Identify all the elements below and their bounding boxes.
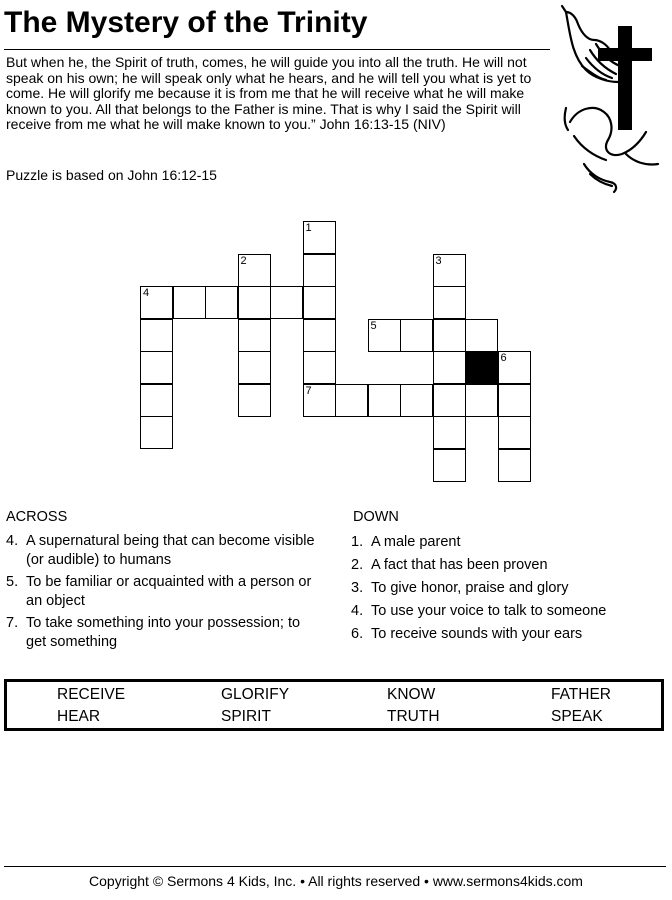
crossword-clue-number: 7 xyxy=(305,384,312,397)
crossword-clue-number: 6 xyxy=(500,352,507,364)
footer-divider xyxy=(4,866,666,867)
across-heading: ACROSS xyxy=(6,509,68,525)
crossword-cell[interactable] xyxy=(465,384,498,417)
word-bank-item: FATHER xyxy=(551,686,611,703)
word-bank xyxy=(4,679,664,731)
clue-text: A male parent xyxy=(371,534,461,550)
crossword-cell[interactable] xyxy=(433,351,466,384)
crossword-cell[interactable] xyxy=(303,286,336,319)
clue-text: A supernatural being that can become visible (or audible) to humans xyxy=(26,533,315,568)
down-clue xyxy=(351,625,661,644)
clue-text: To give honor, praise and glory xyxy=(371,580,569,596)
crossword-cell[interactable] xyxy=(140,416,173,449)
crossword-cell[interactable] xyxy=(368,384,401,417)
crossword-cell[interactable] xyxy=(433,286,466,319)
crossword-cell[interactable] xyxy=(465,319,498,352)
clue-text: A fact that has been proven xyxy=(371,557,548,573)
crossword-cell[interactable] xyxy=(498,416,531,449)
across-clue xyxy=(6,573,324,611)
crossword-cell[interactable] xyxy=(238,351,271,384)
clue-number: 4. xyxy=(6,533,19,549)
clue-text: To receive sounds with your ears xyxy=(371,626,583,642)
puzzle-source-note: Puzzle is based on John 16:12-15 xyxy=(6,167,217,183)
crossword-cell[interactable] xyxy=(498,384,531,417)
crossword-cell[interactable] xyxy=(433,254,466,287)
crossword-cell[interactable] xyxy=(433,416,466,449)
crossword-cell[interactable] xyxy=(368,319,401,352)
crossword-cell[interactable] xyxy=(498,449,531,482)
page-title: The Mystery of the Trinity xyxy=(4,6,368,39)
crossword-cell[interactable] xyxy=(303,384,336,417)
across-clue xyxy=(6,532,324,570)
crossword-cell[interactable] xyxy=(433,384,466,417)
crossword-cell[interactable] xyxy=(303,319,336,352)
crossword-cell[interactable] xyxy=(303,351,336,384)
crossword-black-cell xyxy=(465,351,498,384)
clue-text: To use your voice to talk to someone xyxy=(371,603,607,619)
word-bank-item: HEAR xyxy=(57,708,101,725)
down-clue xyxy=(351,579,661,598)
crossword-cell[interactable] xyxy=(270,286,303,319)
clue-text: To be familiar or acquainted with a person or an object xyxy=(26,574,312,609)
crossword-cell[interactable] xyxy=(238,286,271,319)
down-clues xyxy=(351,533,661,648)
down-heading: DOWN xyxy=(353,509,399,525)
crossword-cell[interactable] xyxy=(140,319,173,352)
clue-number: 2. xyxy=(351,557,364,573)
crossword-clue-number: 3 xyxy=(435,254,442,267)
crossword-cell[interactable] xyxy=(498,351,531,384)
crossword-cell[interactable] xyxy=(303,221,336,254)
crossword-cell[interactable] xyxy=(335,384,368,417)
crossword-cell[interactable] xyxy=(140,384,173,417)
down-clue xyxy=(351,556,661,575)
clue-number: 4. xyxy=(351,603,364,619)
crossword-cell[interactable] xyxy=(140,351,173,384)
crossword-clue-number: 2 xyxy=(240,254,247,267)
word-bank-item: TRUTH xyxy=(387,708,440,725)
crossword-cell[interactable] xyxy=(173,286,206,319)
clue-text: To take something into your possession; to get something xyxy=(26,615,301,650)
crossword-cell[interactable] xyxy=(140,286,173,319)
word-bank-item: SPEAK xyxy=(551,708,603,725)
crossword-cell[interactable] xyxy=(303,254,336,287)
across-clue xyxy=(6,614,324,652)
crossword-cell[interactable] xyxy=(205,286,238,319)
clue-number: 5. xyxy=(6,574,19,590)
crossword-cell[interactable] xyxy=(433,449,466,482)
clue-number: 6. xyxy=(351,626,364,642)
copyright-footer: Copyright © Sermons 4 Kids, Inc. • All rights reserved • www.sermons4kids.com xyxy=(89,873,583,889)
across-clues xyxy=(6,532,324,655)
hands-cross-dove-illustration xyxy=(560,4,672,194)
clue-number: 3. xyxy=(351,580,364,596)
word-bank-item: SPIRIT xyxy=(221,708,271,725)
crossword-clue-number: 1 xyxy=(305,222,312,234)
crossword-clue-number: 4 xyxy=(143,287,150,299)
crossword-cell[interactable] xyxy=(238,384,271,417)
clue-number: 7. xyxy=(6,615,19,631)
crossword-cell[interactable] xyxy=(400,384,433,417)
crossword-cell[interactable] xyxy=(400,319,433,352)
word-bank-item: RECEIVE xyxy=(57,686,126,703)
title-divider xyxy=(4,49,550,50)
crossword-clue-number: 5 xyxy=(370,319,377,332)
clue-number: 1. xyxy=(351,534,364,550)
crossword-cell[interactable] xyxy=(238,254,271,287)
crossword-cell[interactable] xyxy=(433,319,466,352)
down-clue xyxy=(351,602,661,621)
word-bank-item: KNOW xyxy=(387,686,436,703)
scripture-passage: But when he, the Spirit of truth, comes, he will guide you into all the truth. He will not speak on his own; he will speak only what he hears, and he will tell you what is yet to come. He will glorify me because it is from me that he will receive what he will make known to you. All that belongs to the Father is mine. That is why I said the Spirit will receive from me what he will make known to you.” John 16:13-15 (NIV) xyxy=(6,54,532,132)
down-clue xyxy=(351,533,661,552)
crossword-cell[interactable] xyxy=(238,319,271,352)
word-bank-item: GLORIFY xyxy=(221,686,290,703)
